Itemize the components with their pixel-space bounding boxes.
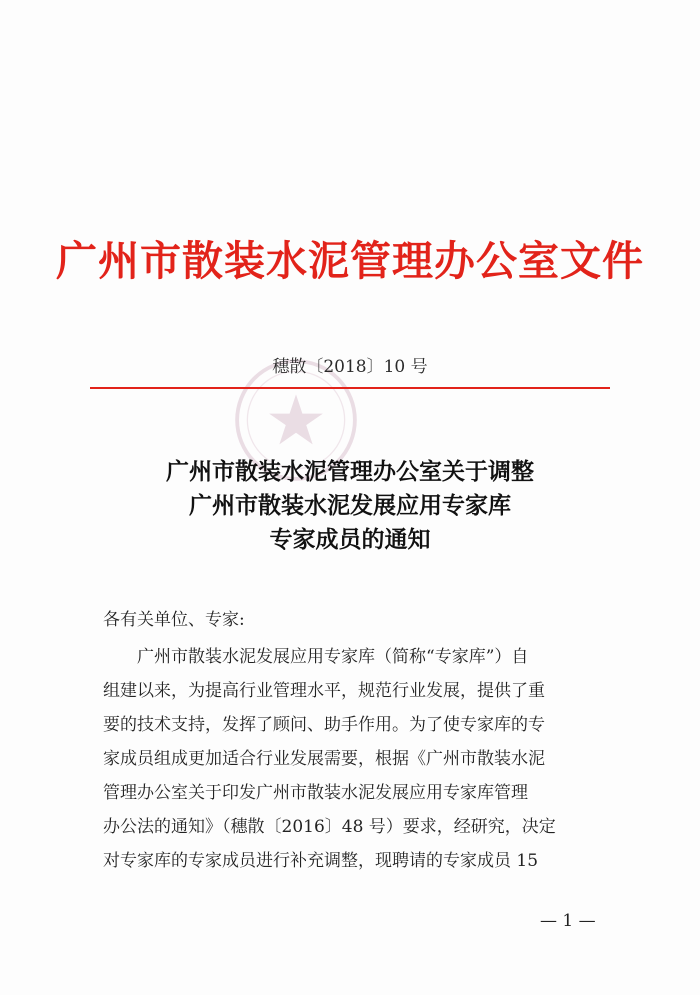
title-line: 专家成员的通知 [269,526,431,553]
red-divider-line [90,387,610,389]
body-line: 广州市散装水泥发展应用专家库（简称“专家库”）自 [137,647,529,667]
notice-title [0,455,700,557]
body-line: 组建以来，为提高行业管理水平，规范行业发展，提供了重 [103,681,545,701]
body-line: 办公法的通知》（穗散〔2016〕48 号）要求，经研究，决定 [103,817,556,837]
salutation: 各有关单位、专家: [103,610,245,630]
issuing-org-header: 广州市散装水泥管理办公室文件 [56,237,644,285]
body-line: 管理办公室关于印发广州市散装水泥发展应用专家库管理 [103,783,528,803]
body-paragraph [103,640,608,878]
body-line: 要的技术支持，发挥了顾问、助手作用。为了使专家库的专 [103,715,545,735]
title-line: 广州市散装水泥管理办公室关于调整 [166,458,534,485]
page-number: — 1 — [540,911,596,931]
body-line: 家成员组成更加适合行业发展需要，根据《广州市散装水泥 [103,749,545,769]
document-number: 穗散〔2018〕10 号 [272,357,428,377]
title-line: 广州市散装水泥发展应用专家库 [189,492,511,519]
body-line: 对专家库的专家成员进行补充调整，现聘请的专家成员 15 [103,851,539,871]
